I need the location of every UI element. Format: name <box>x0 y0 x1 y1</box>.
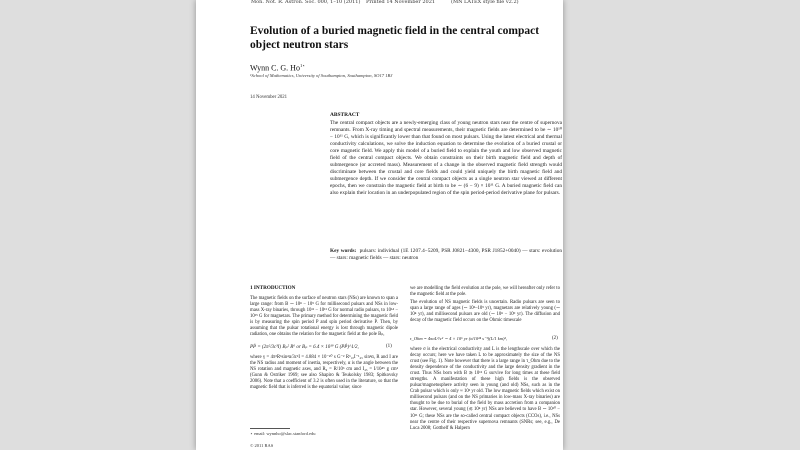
section-heading-introduction: 1 INTRODUCTION <box>250 285 296 291</box>
abstract-text: The central compact objects are a newly-emerging class of young neutron stars near the centre of supernova remnants. From X-ray timing and spectral measurements, their magnetic fields are determined to be ∼ 10¹⁰ − 10¹¹ G, which is significantly lower than that found on most pulsars. Using the latest electrical and thermal conductivity calculations, we solve the induction equation to determine the evolution of a buried crustal or core magnetic field. We apply this model of a buried field to explain the youth and low observed magnetic field of the central compact objects. We obtain constraints on their birth magnetic field and depth of submergence (or accreted mass). Measurement of a change in the observed magnetic field strength would discriminate between the crustal and core fields and could yield uniquely the birth magnetic field and submergence depth. If we consider the central compact objects as a single neutron star viewed at different epochs, then we constrain the magnetic field at birth to be ∼ (6 − 9) × 10¹¹ G. A buried magnetic field can also explain their location in an underpopulated region of the spin period-period derivative plane for pulsars. <box>330 120 562 197</box>
affiliation: ¹School of Mathematics, University of Southampton, Southampton, SO17 1BJ <box>250 73 393 78</box>
intro-paragraph-right-2: where σ is the electrical conductivity and L is the lengthscale over which the decay occurs; here we have taken L to be approximately the size of the NS crust (see Fig. 1). Note however that there is a large range in τ_Ohm due to the density dependence of the conductivity and the large density gradient in the crust. Thus NSs born with B ≳ 10¹³ G survive for long times at these field strengths. A manifestation of these high fields is the observed pulsar/magnetosphere activity seen in young (and old) NSs, such as in the Crab pulsar which is only ≈ 10³ yr old. The low magnetic fields which exist on millisecond pulsars (and on the NS primaries in low-mass X-ray binaries) are thought to be due to burial of the field by mass accretion from a companion star. However, several young (≲ 10⁴ yr) NSs are believed to have B ∼ 10¹⁰ − 10¹¹ G; these NSs are the so-called central compact objects (CCOs), i.e., NSs near the centre of their respective supernova remnants (SNRs; see, e.g., De Luca 2008; Gotthelf & Halpern <box>410 347 560 431</box>
equation-2: τ_Ohm = 4πσL²/c² ∼ 4 × 10⁶ yr (σ/10²⁴ s⁻¹)(L/1 km)², <box>410 336 508 341</box>
intro-paragraph-right-0: we are modelling the field evolution at the pole, we will hereafter only refer to the magnetic field at the pole. <box>410 286 560 298</box>
intro-paragraph-2: where γ = 4π²R⁶sin²α/3c³I = 4.884 × 10⁻⁴⁰ s G⁻² R⁶₁₀I⁻¹₄₅ sin²α, R and I are the NS radius and moment of inertia, respectively, α is the angle between the NS rotation and magnetic axes, and R₆ = R/10⁶ cm and I₄₅ = I/10⁴⁵ g cm² (Gunn & Ostriker 1969; see also Shapiro & Teukolsky 1983; Spitkovsky 2006). Note that a coefficient of 3.2 is often used in the literature, so that the magnetic field that is inferred is the equatorial value; since <box>250 355 398 391</box>
equation-2-number: (2) <box>552 336 558 341</box>
style-header: (MN LATEX style file v2.2) <box>451 0 519 5</box>
author-name: Wynn C. G. Ho <box>250 63 300 73</box>
intro-paragraph-right-1: The evolution of NS magnetic fields is uncertain. Radio pulsars are seen to span a large range of ages (∼ 10²–10⁹ yr), magnetars are relatively young (∼ 10⁴ yr), and millisecond pulsars are old (∼ 10⁸ − 10⁹ yr). The diffusion and decay of the magnetic field occurs on the Ohmic timescale <box>410 300 560 324</box>
footnote-email: ⋆ email: wynnho@slac.stanford.edu <box>250 431 316 436</box>
paper-page <box>196 0 563 450</box>
journal-header: Mon. Not. R. Astron. Soc. 000, 1–10 (2011) <box>251 0 361 5</box>
keywords-label: Key words: <box>330 248 357 254</box>
keywords-text: pulsars: individual (1E 1207.4−5209, PSR J0821−4300, PSR J1852+0040) — stars: evolution — stars: magnetic fields — stars: neutron <box>330 248 562 262</box>
footnote-rule <box>250 428 290 429</box>
received-date: 14 November 2021 <box>250 95 288 100</box>
author-mark: 1⋆ <box>299 63 306 68</box>
copyright: © 2011 RAS <box>250 443 274 448</box>
abstract-heading: ABSTRACT <box>330 112 360 118</box>
intro-paragraph-1: The magnetic fields on the surface of neutron stars (NSs) are known to span a large range: from B ∼ 10⁸ − 10⁹ G for millisecond pulsars and NSs in low-mass X-ray binaries, through 10¹¹ − 10¹³ G for normal radio pulsars, to 10¹⁴ − 10¹⁵ G for magnetars. The primary method for determining the magnetic field is by measuring the spin period P and spin period derivative Ṗ. Then, by assuming that the pulsar rotational energy is lost through magnetic dipole radiation, one obtains the relation for the magnetic field at the pole Bₚ, <box>250 296 398 338</box>
equation-1: PṖ = (2π²/3c³I) Bₚ² R⁶ or Bₚ = 6.4 × 10¹⁹ G (PṖ)^1/2, <box>250 345 359 350</box>
printed-date-header: Printed 14 November 2021 <box>366 0 436 5</box>
paper-title: Evolution of a buried magnetic field in the central compact object neutron stars <box>250 25 540 51</box>
equation-1-number: (1) <box>386 344 392 349</box>
keywords <box>330 248 562 262</box>
author-line <box>250 63 305 73</box>
